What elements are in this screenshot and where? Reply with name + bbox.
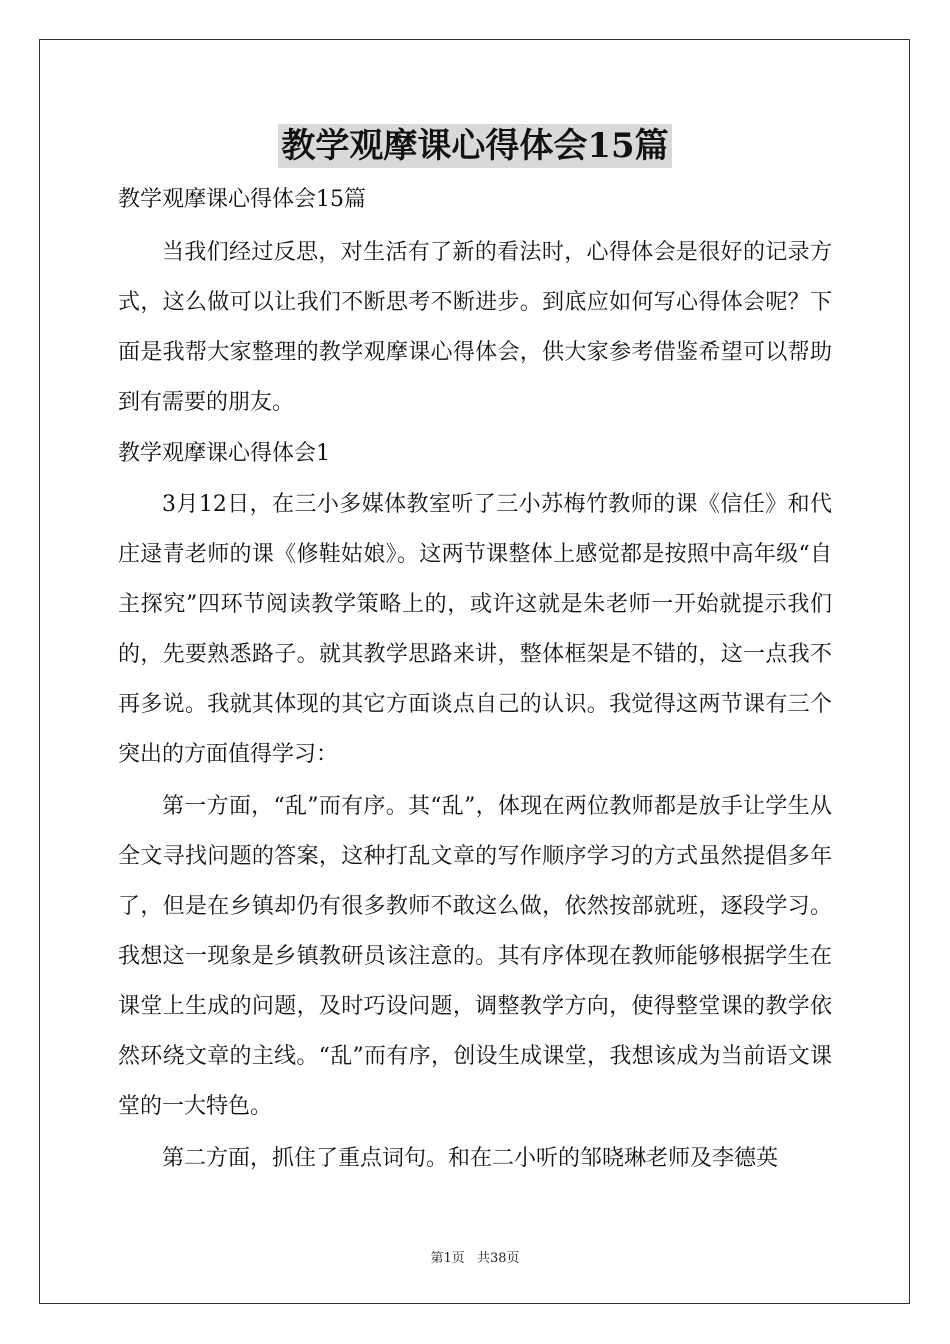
intro-paragraph: 当我们经过反思，对生活有了新的看法时，心得体会是很好的记录方式，这么做可以让我们不断思考不断进步。到底应如何写心得体会呢？下面是我帮大家整理的教学观摩课心得体会，供大家参考借鉴希望可以帮助到有需要的朋友。 [118,240,832,415]
title-area [0,124,950,168]
body-paragraph: 3月12日，在三小多媒体教室听了三小苏梅竹教师的课《信任》和代庄逯青老师的课《修鞋姑娘》。这两节课整体上感觉都是按照中高年级“自主探究”四环节阅读教学策略上的，或许这就是朱老师一开始就提示我们的，先要熟悉路子。就其教学思路来讲，整体框架是不错的，这一点我不再多说。我就其体现的其它方面谈点自己的认识。我觉得这两节课有三个突出的方面值得学习： [118,492,832,767]
page-footer [0,1247,950,1266]
subtitle-line: 教学观摩课心得体会15篇 [118,187,366,212]
body-paragraph: 第二方面，抓住了重点词句。和在二小听的邹晓琳老师及李德英 [162,1146,779,1171]
page-number: 第1页 [430,1251,465,1266]
section-heading: 教学观摩课心得体会1 [118,441,330,466]
document-body [118,180,832,1184]
body-paragraph: 第一方面，“乱”而有序。其“乱”，体现在两位教师都是放手让学生从全文寻找问题的答案，这种打乱文章的写作顺序学习的方式虽然提倡多年了，但是在乡镇却仍有很多教师不敢这么做，依然按部就班，逐段学习。我想这一现象是乡镇教研员该注意的。其有序体现在教师能够根据学生在课堂上生成的问题，及时巧设问题，调整教学方向，使得整堂课的教学依然环绕文章的主线。“乱”而有序，创设生成课堂，我想该成为当前语文课堂的一大特色。 [118,794,832,1119]
document-title: 教学观摩课心得体会15篇 [278,124,671,168]
page-total: 共38页 [476,1251,520,1266]
